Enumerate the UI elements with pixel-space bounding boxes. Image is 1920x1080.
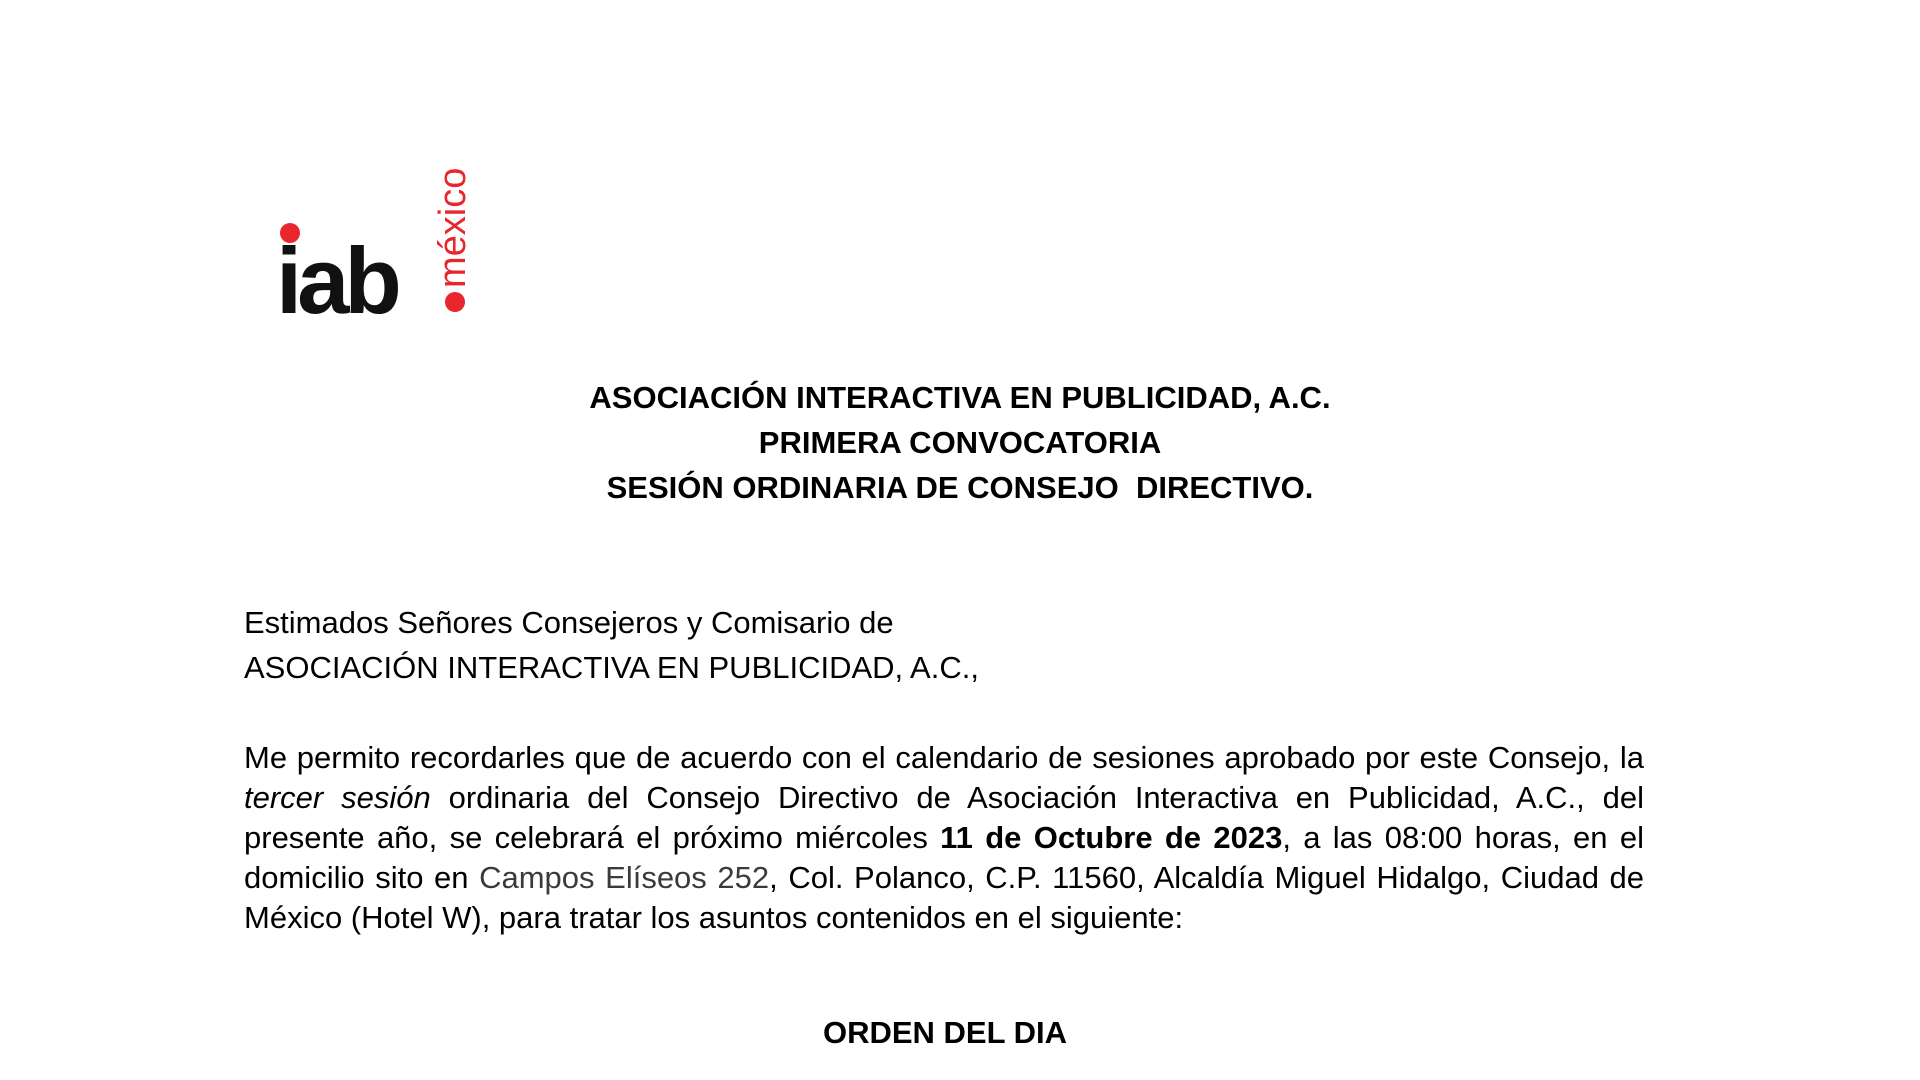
logo-country-text: méxico xyxy=(432,167,474,288)
session-date: 11 de Octubre de 2023 xyxy=(940,820,1283,855)
session-address: Campos Elíseos 252 xyxy=(479,860,770,895)
heading-line-convocatoria: PRIMERA CONVOCATORIA xyxy=(758,425,1162,460)
orden-del-dia-title: ORDEN DEL DIA xyxy=(822,1015,1067,1050)
body-text-part-3: , a las 08:00 horas, en el domicilio sito en xyxy=(244,820,1644,895)
body-paragraph xyxy=(244,738,1644,938)
logo-separator-dot-icon xyxy=(445,292,465,312)
heading-line-session: SESIÓN ORDINARIA DE CONSEJO DIRECTIVO. xyxy=(606,470,1314,505)
heading-line-association: ASOCIACIÓN INTERACTIVA EN PUBLICIDAD, A.C. xyxy=(589,380,1331,415)
document-heading xyxy=(0,375,1920,510)
session-number-emphasis: tercer sesión xyxy=(244,780,431,815)
logo-brand-text: iab xyxy=(276,228,397,325)
body-text-part-4: , Col. Polanco, C.P. 11560, Alcaldía Miguel Hidalgo, Ciudad de México (Hotel W), para tratar los asuntos contenidos en el siguiente: xyxy=(244,860,1645,935)
body-text-part-2: ordinaria del Consejo Directivo de Asociación Interactiva en Publicidad, A.C., del presente año, se celebrará el próximo miércoles xyxy=(244,780,1644,855)
greeting xyxy=(244,600,1644,690)
body-text-part-1: Me permito recordarles que de acuerdo con el calendario de sesiones aprobado por este Consejo, la xyxy=(244,740,1644,775)
greeting-line-1: Estimados Señores Consejeros y Comisario de xyxy=(244,605,894,640)
iab-mexico-logo xyxy=(276,145,476,325)
greeting-line-2: ASOCIACIÓN INTERACTIVA EN PUBLICIDAD, A.C., xyxy=(244,650,979,685)
